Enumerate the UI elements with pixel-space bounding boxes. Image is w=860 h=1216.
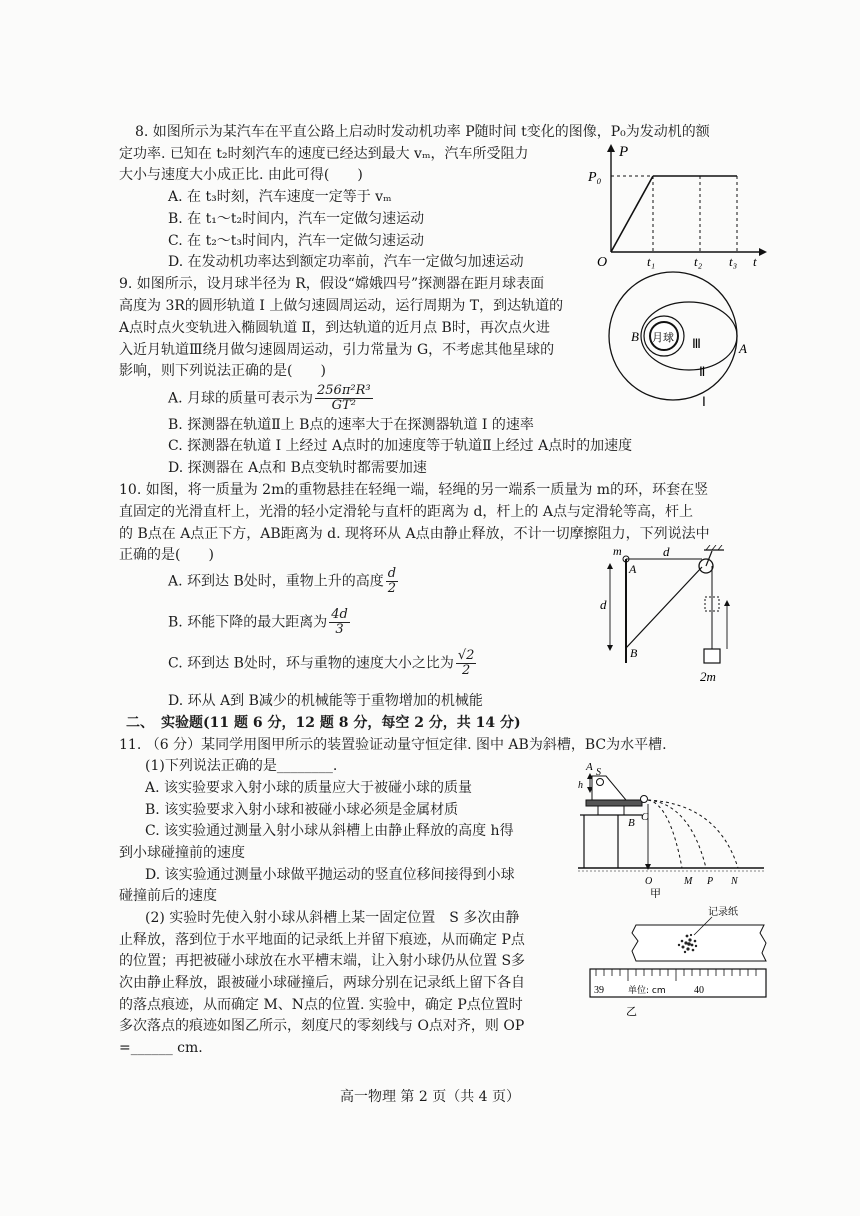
q9-a-numerator: 256π²R³: [317, 383, 371, 398]
q10-line4: 正确的是( ): [119, 547, 214, 563]
q10-c-denominator: 2: [462, 663, 471, 678]
q8-option-d: D. 在发动机功率达到额定功率前，汽车一定做匀加速运动: [168, 254, 524, 270]
q11-option-d-line2: 碰撞前后的速度: [119, 888, 217, 904]
q11-apparatus-figure-jia: [578, 758, 768, 898]
q11-part2-line5: 的落点痕迹，从而确定 M、N点的位置. 实验中，确定 P点位置时: [119, 997, 523, 1013]
q9-line5: 影响，则下列说法正确的是( ): [119, 363, 326, 379]
q11-fig-ruler-unit: 单位: cm: [628, 986, 666, 996]
q10-a-denominator: 2: [387, 581, 397, 596]
q11-part2-line7: =______ cm.: [119, 1040, 203, 1056]
q9-line3: A点时点火变轨进入椭圆轨道 Ⅱ，到达轨道的近月点 B时，再次点火进: [119, 320, 550, 336]
q10-option-b-text: B. 环能下降的最大距离为: [168, 614, 328, 631]
q8-option-c: C. 在 t₂～t₃时间内，汽车一定做匀速运动: [168, 233, 425, 249]
q10-b-denominator: 3: [335, 622, 344, 637]
q8-power-time-graph: [585, 140, 770, 270]
q10-fig-d-side: d: [600, 597, 607, 612]
q10-line2: 直固定的光滑直杆上，光滑的轻小定滑轮与直杆的距离为 d，杆上的 A点与定滑轮等高，杆上: [119, 504, 693, 520]
q9-fig-iii: Ⅲ: [692, 336, 701, 351]
q9-option-a-fraction: [315, 384, 373, 413]
q9-fig-i: Ⅰ: [702, 394, 706, 408]
q9-fig-moon: 月球: [652, 331, 674, 344]
q9-line2: 高度为 3R的圆形轨道 Ⅰ 上做匀速圆周运动，运行周期为 T，到达轨道的: [119, 298, 564, 314]
q10-option-b: [168, 608, 350, 637]
q10-line1: 10. 如图，将一质量为 2m的重物悬挂在轻绳一端，轻绳的另一端系一质量为 m的环，环套在竖: [119, 482, 709, 498]
q9-option-a-text: A. 月球的质量可表示为: [168, 390, 314, 407]
q11-fig-b: B: [628, 817, 635, 829]
q11-option-c-line2: 到小球碰撞前的速度: [119, 845, 245, 861]
q11-fig-p: P: [707, 876, 714, 887]
q8-fig-t1: t₁: [647, 254, 656, 269]
q10-c-numerator: √2: [457, 648, 475, 663]
q9-line1: 9. 如图所示，设月球半径为 R，假设“嫦娥四号”探测器在距月球表面: [119, 276, 545, 292]
section-two-number: 二、: [126, 715, 147, 731]
q8-line1: 8. 如图所示为某汽车在平直公路上启动时发动机功率 P随时间 t变化的图像，P₀为发动机的额: [135, 124, 710, 140]
q11-option-b: B. 该实验要求入射小球和被碰小球必须是金属材质: [145, 802, 459, 818]
q9-option-b: B. 探测器在轨道Ⅱ上 B点的速率大于在探测器轨道 Ⅰ 的速率: [168, 417, 534, 433]
q11-line1: 11. （6 分）某同学用图甲所示的装置验证动量守恒定律. 图中 AB为斜槽，BC为水平槽.: [119, 737, 667, 753]
q10-option-c-text: C. 环到达 B处时，环与重物的速度大小之比为: [168, 655, 454, 672]
q11-option-a: A. 该实验要求入射小球的质量应大于被碰小球的质量: [145, 780, 473, 796]
q10-b-numerator: 4d: [331, 607, 348, 622]
q10-option-a-fraction: [386, 567, 398, 596]
q11-fig-ruler-40: 40: [694, 985, 704, 996]
q9-fig-a: A: [739, 341, 747, 356]
q8-fig-p0: P₀: [588, 170, 602, 185]
section-two-heading: [126, 714, 521, 732]
q11-option-c-line1: C. 该实验通过测量入射小球从斜槽上由静止释放的高度 h得: [145, 823, 514, 839]
q10-fig-d-top: d: [663, 545, 670, 559]
q11-fig-h: h: [578, 780, 583, 791]
q8-line3: 大小与速度大小成正比. 由此可得( ): [119, 167, 363, 183]
q8-fig-p: P: [619, 144, 629, 160]
q10-option-a-text: A. 环到达 B处时，重物上升的高度: [168, 573, 384, 590]
q11-fig-record-paper-label: 记录纸: [708, 907, 738, 918]
q11-option-d-line1: D. 该实验通过测量小球做平抛运动的竖直位移间接得到小球: [145, 867, 515, 883]
q11-fig-c: C: [641, 811, 649, 823]
q11-fig-ruler-39: 39: [594, 985, 604, 996]
q10-option-b-fraction: [329, 608, 350, 637]
q8-fig-t2: t₂: [694, 254, 703, 269]
q11-part1-prompt: (1)下列说法正确的是________.: [145, 758, 338, 774]
q8-fig-o: O: [597, 255, 608, 270]
q9-option-d: D. 探测器在 A点和 B点变轨时都需要加速: [168, 460, 427, 476]
page-footer: 高一物理 第 2 页（共 4 页）: [339, 1089, 521, 1105]
q9-fig-b: B: [631, 329, 639, 344]
q9-fig-ii: Ⅱ: [699, 364, 706, 379]
q9-a-denominator: GT²: [331, 398, 356, 413]
q11-ruler-figure-yi: [588, 905, 768, 1030]
q9-orbit-diagram: [605, 268, 765, 408]
q10-fig-m: m: [613, 545, 622, 558]
q10-ring-pulley-diagram: [596, 545, 746, 690]
q11-fig-s: S: [596, 767, 601, 778]
q11-part2-line2: 止释放，落到位于水平地面的记录纸上并留下痕迹，从而确定 P点: [119, 932, 525, 948]
q11-fig-jia-caption: 甲: [650, 887, 661, 898]
q11-fig-n: N: [731, 876, 738, 887]
q11-fig-m: M: [684, 876, 693, 887]
q10-fig-b: B: [630, 646, 638, 660]
q11-fig-o: O: [645, 876, 653, 887]
q11-part2-line4: 次由静止释放，跟被碰小球碰撞后，两球分别在记录纸上留下各自: [119, 975, 525, 991]
q9-option-a: [168, 384, 373, 413]
q10-option-c-fraction: [456, 649, 477, 678]
q8-fig-t: t: [753, 254, 757, 269]
q8-option-a: A. 在 t₃时刻，汽车速度一定等于 vₘ: [168, 189, 392, 205]
q10-option-a: [168, 567, 398, 596]
q11-part2-line6: 多次落点的痕迹如图乙所示，刻度尺的零刻线与 O点对齐，则 OP: [119, 1018, 525, 1034]
q8-line2: 定功率. 已知在 t₂时刻汽车的速度已经达到最大 vₘ，汽车所受阻力: [119, 146, 529, 162]
q11-fig-yi-caption: 乙: [626, 1005, 637, 1018]
q9-option-c: C. 探测器在轨道 Ⅰ 上经过 A点时的加速度等于轨道Ⅱ上经过 A点时的加速度: [168, 438, 633, 454]
q9-line4: 入近月轨道Ⅲ绕月做匀速圆周运动，引力常量为 G，不考虑其他星球的: [119, 342, 555, 358]
q11-part2-line1: (2) 实验时先使入射小球从斜槽上某一固定位置 S 多次由静: [145, 910, 520, 926]
q8-option-b: B. 在 t₁～t₂时间内，汽车一定做匀速运动: [168, 211, 425, 227]
q11-fig-a: A: [586, 761, 593, 773]
q10-fig-2m: 2m: [700, 669, 716, 684]
q10-line3: 的 B点在 A点正下方，AB距离为 d. 现将环从 A点由静止释放，不计一切摩擦阻力，下列说法中: [119, 526, 710, 542]
q10-a-numerator: d: [387, 566, 397, 581]
q10-fig-a: A: [629, 562, 637, 576]
q11-part2-line3: 的位置；再把被碰小球放在水平槽末端，让入射小球仍从位置 S多: [119, 953, 526, 969]
section-two-title: 实验题(11 题 6 分，12 题 8 分，每空 2 分，共 14 分): [161, 715, 521, 731]
q10-option-c: [168, 649, 476, 678]
q10-option-d: D. 环从 A到 B减少的机械能等于重物增加的机械能: [168, 693, 483, 709]
q8-fig-t3: t₃: [729, 254, 738, 269]
